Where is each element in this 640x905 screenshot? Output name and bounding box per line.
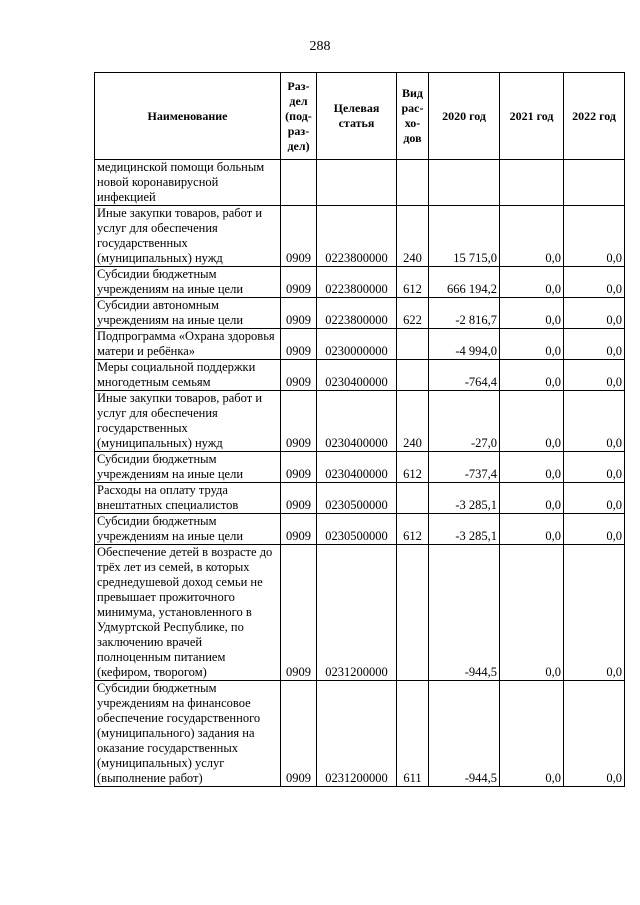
column-header-2021: 2021 год bbox=[500, 73, 564, 160]
cell-name: Обеспечение детей в возрасте до трёх лет из семей, в которых среднедушевой доход семьи не превышает прожиточного минимума, установленного в Удмуртской Республике, по заключению врачей полноценным питанием (кефиром, творогом) bbox=[95, 545, 281, 681]
cell-section: 0909 bbox=[281, 206, 317, 267]
cell-y2022: 0,0 bbox=[564, 206, 625, 267]
cell-target: 0230500000 bbox=[317, 514, 397, 545]
cell-target: 0230400000 bbox=[317, 360, 397, 391]
table-row bbox=[95, 298, 625, 329]
cell-kind: 612 bbox=[397, 514, 429, 545]
cell-y2022: 0,0 bbox=[564, 391, 625, 452]
table-row bbox=[95, 514, 625, 545]
column-header-target: Целевая статья bbox=[317, 73, 397, 160]
cell-y2020: -764,4 bbox=[429, 360, 500, 391]
cell-section: 0909 bbox=[281, 681, 317, 787]
cell-section: 0909 bbox=[281, 483, 317, 514]
cell-name: Расходы на оплату труда внештатных специалистов bbox=[95, 483, 281, 514]
cell-y2021: 0,0 bbox=[500, 206, 564, 267]
cell-y2022: 0,0 bbox=[564, 329, 625, 360]
cell-y2020: -3 285,1 bbox=[429, 514, 500, 545]
cell-name: Субсидии бюджетным учреждениям на иные цели bbox=[95, 267, 281, 298]
table-row bbox=[95, 452, 625, 483]
cell-kind bbox=[397, 360, 429, 391]
cell-y2021: 0,0 bbox=[500, 514, 564, 545]
cell-y2022: 0,0 bbox=[564, 452, 625, 483]
cell-section: 0909 bbox=[281, 514, 317, 545]
cell-section: 0909 bbox=[281, 391, 317, 452]
cell-kind bbox=[397, 545, 429, 681]
cell-section: 0909 bbox=[281, 545, 317, 681]
cell-kind bbox=[397, 160, 429, 206]
cell-kind: 612 bbox=[397, 452, 429, 483]
cell-target: 0230400000 bbox=[317, 391, 397, 452]
table-body bbox=[95, 160, 625, 787]
table-row bbox=[95, 329, 625, 360]
cell-target: 0223800000 bbox=[317, 206, 397, 267]
cell-y2022 bbox=[564, 160, 625, 206]
cell-target: 0230400000 bbox=[317, 452, 397, 483]
cell-y2022: 0,0 bbox=[564, 514, 625, 545]
cell-y2020: -4 994,0 bbox=[429, 329, 500, 360]
cell-y2020: -3 285,1 bbox=[429, 483, 500, 514]
table-row bbox=[95, 160, 625, 206]
cell-y2020: 666 194,2 bbox=[429, 267, 500, 298]
cell-target: 0231200000 bbox=[317, 681, 397, 787]
column-header-2022: 2022 год bbox=[564, 73, 625, 160]
cell-y2020: 15 715,0 bbox=[429, 206, 500, 267]
cell-section: 0909 bbox=[281, 267, 317, 298]
cell-target: 0230000000 bbox=[317, 329, 397, 360]
cell-kind bbox=[397, 329, 429, 360]
cell-kind: 622 bbox=[397, 298, 429, 329]
cell-kind bbox=[397, 483, 429, 514]
cell-section: 0909 bbox=[281, 329, 317, 360]
table-row bbox=[95, 681, 625, 787]
page-number: 288 bbox=[309, 39, 331, 54]
table-row bbox=[95, 545, 625, 681]
cell-name: Субсидии автономным учреждениям на иные цели bbox=[95, 298, 281, 329]
cell-y2020: -737,4 bbox=[429, 452, 500, 483]
cell-target: 0223800000 bbox=[317, 267, 397, 298]
cell-y2020: -944,5 bbox=[429, 681, 500, 787]
cell-y2021: 0,0 bbox=[500, 452, 564, 483]
cell-y2021: 0,0 bbox=[500, 545, 564, 681]
cell-y2022: 0,0 bbox=[564, 483, 625, 514]
cell-kind: 611 bbox=[397, 681, 429, 787]
cell-y2021: 0,0 bbox=[500, 329, 564, 360]
cell-y2020: -2 816,7 bbox=[429, 298, 500, 329]
column-header-2020: 2020 год bbox=[429, 73, 500, 160]
cell-name: медицинской помощи больным новой коронавирусной инфекцией bbox=[95, 160, 281, 206]
table-row bbox=[95, 206, 625, 267]
cell-y2021: 0,0 bbox=[500, 391, 564, 452]
cell-y2020: -944,5 bbox=[429, 545, 500, 681]
table-row bbox=[95, 391, 625, 452]
cell-name: Подпрограмма «Охрана здоровья матери и ребёнка» bbox=[95, 329, 281, 360]
cell-target: 0230500000 bbox=[317, 483, 397, 514]
cell-y2020 bbox=[429, 160, 500, 206]
cell-y2022: 0,0 bbox=[564, 267, 625, 298]
cell-y2022: 0,0 bbox=[564, 681, 625, 787]
cell-name: Субсидии бюджетным учреждениям на иные цели bbox=[95, 514, 281, 545]
cell-y2021 bbox=[500, 160, 564, 206]
cell-y2022: 0,0 bbox=[564, 298, 625, 329]
cell-y2022: 0,0 bbox=[564, 545, 625, 681]
cell-y2021: 0,0 bbox=[500, 298, 564, 329]
cell-target: 0223800000 bbox=[317, 298, 397, 329]
cell-kind: 612 bbox=[397, 267, 429, 298]
cell-name: Субсидии бюджетным учреждениям на иные цели bbox=[95, 452, 281, 483]
cell-kind: 240 bbox=[397, 391, 429, 452]
cell-section: 0909 bbox=[281, 360, 317, 391]
cell-y2021: 0,0 bbox=[500, 483, 564, 514]
cell-name: Меры социальной поддержки многодетным семьям bbox=[95, 360, 281, 391]
cell-y2021: 0,0 bbox=[500, 360, 564, 391]
cell-kind: 240 bbox=[397, 206, 429, 267]
cell-y2021: 0,0 bbox=[500, 681, 564, 787]
cell-name: Субсидии бюджетным учреждениям на финансовое обеспечение государственного (муниципального) задания на оказание государственных (муниципальных) услуг (выполнение работ) bbox=[95, 681, 281, 787]
table-row bbox=[95, 483, 625, 514]
cell-section: 0909 bbox=[281, 298, 317, 329]
cell-target bbox=[317, 160, 397, 206]
table-row bbox=[95, 360, 625, 391]
column-header-section: Раз- дел (под- раз- дел) bbox=[281, 73, 317, 160]
column-header-kind: Вид рас- хо- дов bbox=[397, 73, 429, 160]
cell-target: 0231200000 bbox=[317, 545, 397, 681]
table-row bbox=[95, 267, 625, 298]
cell-section: 0909 bbox=[281, 452, 317, 483]
cell-y2022: 0,0 bbox=[564, 360, 625, 391]
budget-table bbox=[94, 72, 625, 787]
column-header-name: Наименование bbox=[95, 73, 281, 160]
cell-name: Иные закупки товаров, работ и услуг для обеспечения государственных (муниципальных) нужд bbox=[95, 206, 281, 267]
cell-y2021: 0,0 bbox=[500, 267, 564, 298]
cell-section bbox=[281, 160, 317, 206]
cell-name: Иные закупки товаров, работ и услуг для обеспечения государственных (муниципальных) нужд bbox=[95, 391, 281, 452]
table-header-row bbox=[95, 73, 625, 160]
cell-y2020: -27,0 bbox=[429, 391, 500, 452]
